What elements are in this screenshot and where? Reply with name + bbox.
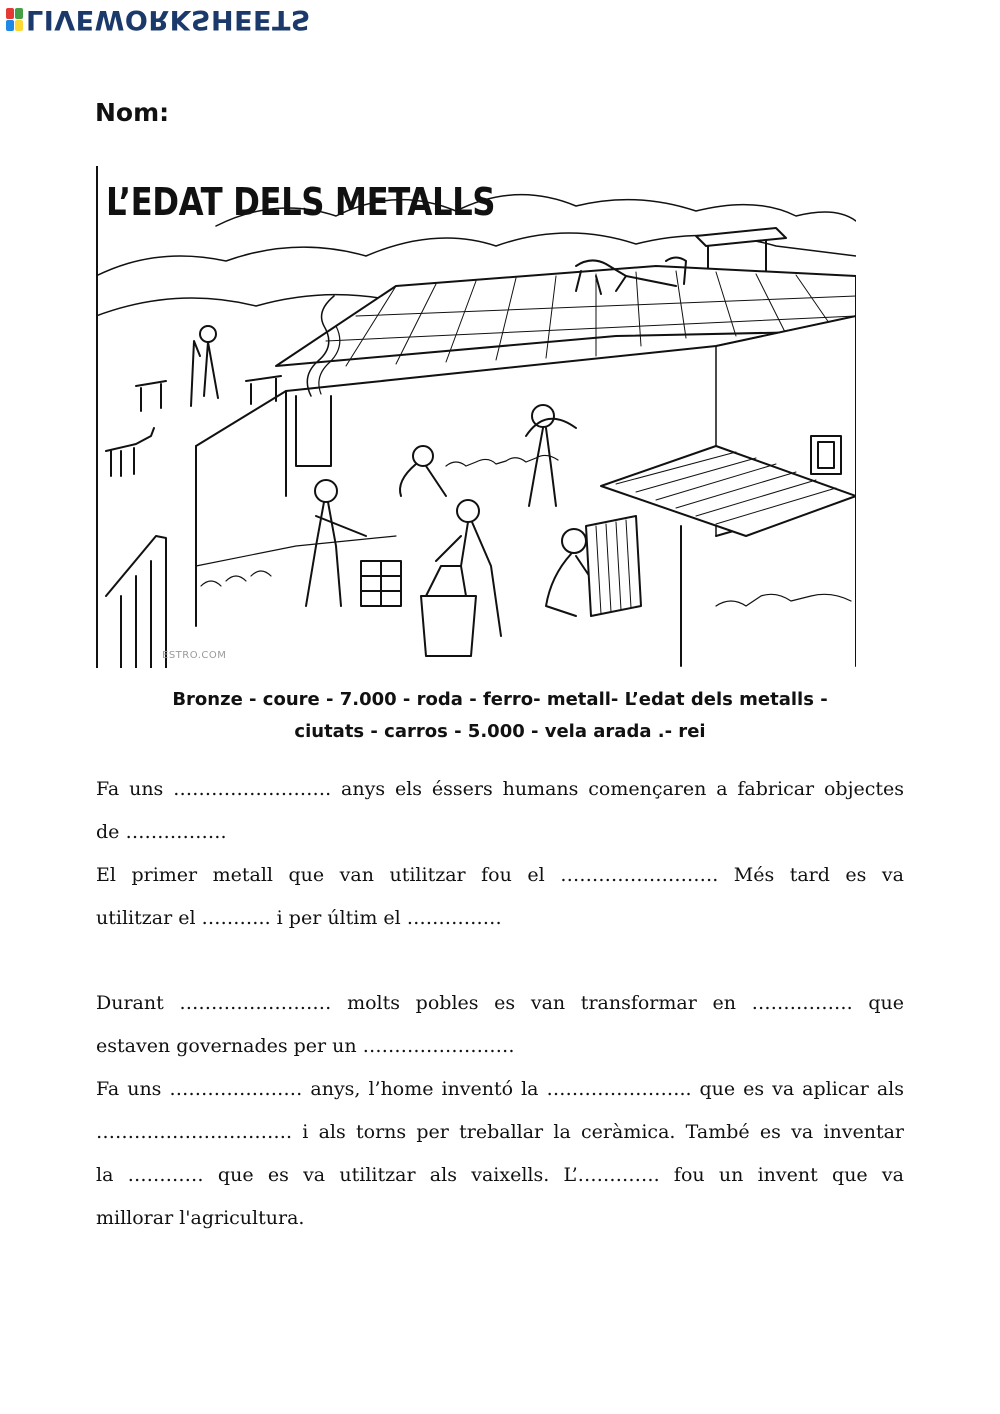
text-line: El primer metall que van utilitzar fou el ……………………. Més tard es va <box>96 864 904 886</box>
name-label: Nom: <box>95 98 170 127</box>
text-line: …………………………. i als torns per treballar la ceràmica. També es va inventar <box>96 1121 904 1143</box>
metal-age-illustration <box>96 166 856 668</box>
text-line: la ………… que es va utilitzar als vaixells. L’…………. fou un invent que va <box>96 1164 904 1186</box>
text-line: Fa uns ………………… anys, l’home inventó la ………………….. que es va aplicar als <box>96 1078 904 1100</box>
brand-logo-icon <box>6 8 22 30</box>
paragraph-1 <box>96 768 904 940</box>
text-line: estaven governades per un …………………… <box>96 1035 515 1057</box>
word-bank <box>60 684 940 748</box>
text-line: Fa uns ……………………. anys els éssers humans començaren a fabricar objectes <box>96 778 904 800</box>
brand-text: LIVEWORKSHEETS <box>26 3 311 35</box>
illustration-watermark: ESTRO.COM <box>162 650 227 661</box>
illustration-title: L’EDAT DELS METALLS <box>106 180 496 224</box>
text-line: Durant …………………… molts pobles es van transformar en ……………. que <box>96 992 904 1014</box>
text-line: de ……………. <box>96 821 227 843</box>
word-bank-line: Bronze - coure - 7.000 - roda - ferro- metall- L’edat dels metalls - <box>172 689 828 710</box>
text-line: millorar l'agricultura. <box>96 1207 305 1229</box>
brand-header <box>6 4 311 34</box>
paragraph-2 <box>96 982 904 1240</box>
word-bank-line: ciutats - carros - 5.000 - vela arada .- rei <box>294 721 706 742</box>
text-line: utilitzar el ……….. i per últim el …………… <box>96 907 502 929</box>
